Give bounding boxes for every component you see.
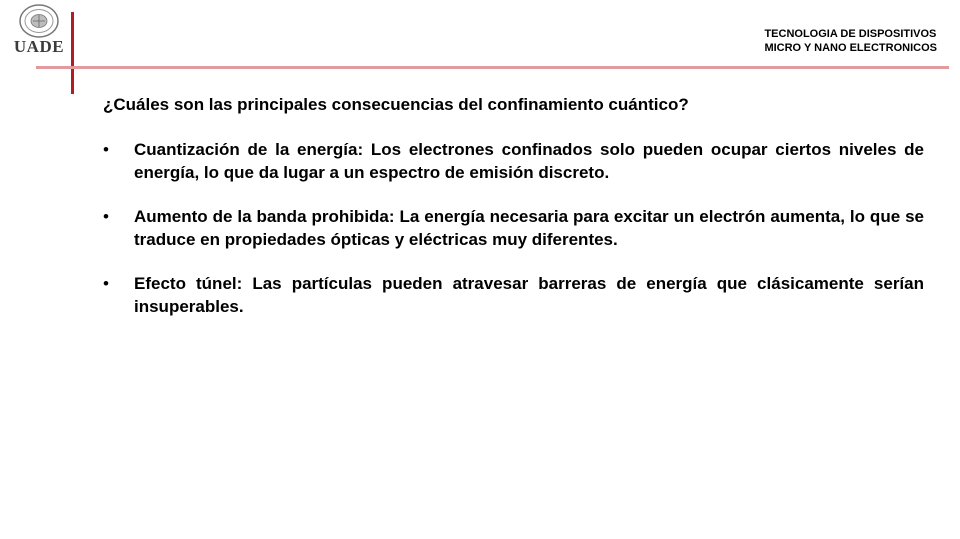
logo-text: UADE [13, 37, 65, 56]
bullet-item [103, 273, 924, 318]
course-title-line2: MICRO Y NANO ELECTRONICOS [764, 42, 937, 54]
bullet-icon: • [103, 274, 109, 293]
university-logo [10, 4, 68, 56]
course-title [764, 27, 937, 55]
bullet-item [103, 206, 924, 251]
bullet-list [103, 139, 924, 340]
bullet-text: Efecto túnel: Las partículas pueden atravesar barreras de energía que clásicamente serían insuperables. [134, 274, 924, 316]
bullet-icon: • [103, 140, 109, 159]
bullet-item [103, 139, 924, 184]
bullet-text: Cuantización de la energía: Los electrones confinados solo pueden ocupar ciertos niveles de energía, lo que da lugar a un espectro de emisión discreto. [134, 140, 924, 182]
bullet-icon: • [103, 207, 109, 226]
bullet-text: Aumento de la banda prohibida: La energía necesaria para excitar un electrón aumenta, lo que se traduce en propiedades ópticas y eléctricas muy diferentes. [134, 207, 924, 249]
slide-question: ¿Cuáles son las principales consecuencias del confinamiento cuántico? [103, 95, 689, 114]
header-vertical-divider [71, 12, 74, 94]
seal-icon [19, 4, 59, 38]
header-horizontal-divider [36, 66, 949, 69]
course-title-line1: TECNOLOGIA DE DISPOSITIVOS [764, 28, 937, 40]
